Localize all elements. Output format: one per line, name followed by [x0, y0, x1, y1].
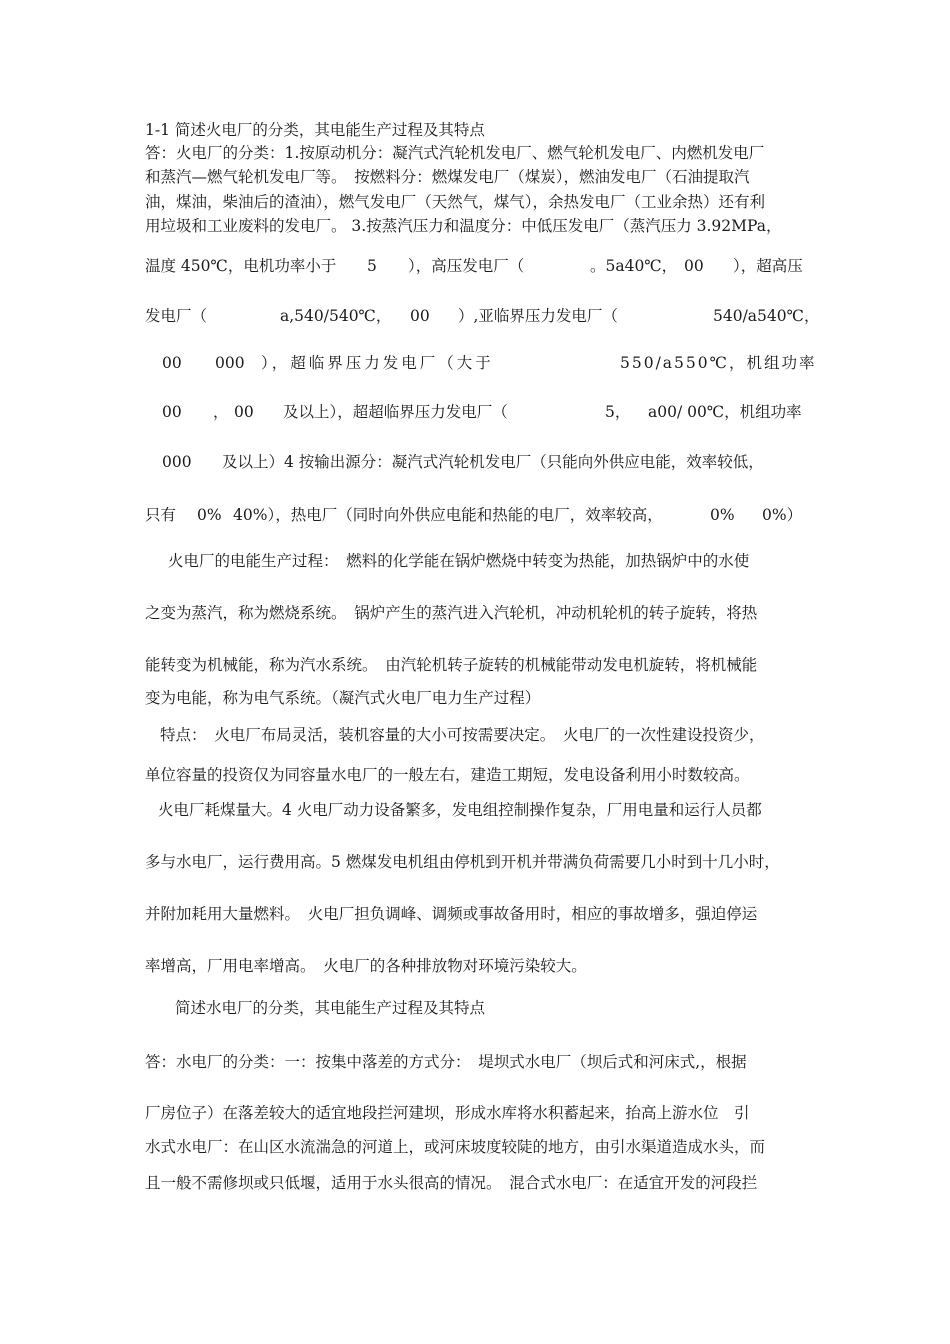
section-heading-thermal: 1-1 简述火电厂的分类，其电能生产过程及其特点: [145, 121, 485, 139]
text-fragment: 0%: [197, 506, 222, 524]
text-fragment: 温度 450℃，电机功率小于: [145, 257, 337, 275]
text-fragment: 0%）: [762, 506, 803, 524]
section-heading-hydro: 简述水电厂的分类，其电能生产过程及其特点: [175, 999, 486, 1017]
text-fragment: 00: [234, 403, 254, 421]
text-fragment: 00: [162, 403, 182, 421]
text-fragment: a00/ 00℃，机组功率: [648, 403, 802, 421]
text-line: 能转变为机械能，称为汽水系统。 由汽轮机转子旋转的机械能带动发电机旋转，将机械能: [145, 656, 758, 674]
text-fragment: 550/a550℃，机组功率: [620, 354, 817, 372]
text-line: 单位容量的投资仅为同容量水电厂的一般左右，建造工期短，发电设备利用小时数较高。: [145, 766, 750, 784]
text-line: 之变为蒸汽，称为燃烧系统。 锅炉产生的蒸汽进入汽轮机，冲动机轮机的转子旋转，将热: [145, 604, 758, 622]
text-line: 厂房位子）在落差较大的适宜地段拦河建坝，形成水库将水积蓄起来，抬高上游水位 引: [145, 1104, 750, 1122]
text-line: 答：火电厂的分类：1.按原动机分：凝汽式汽轮机发电厂、燃气轮机发电厂、内燃机发电厂: [145, 144, 765, 162]
text-fragment: 5，: [605, 403, 631, 421]
text-fragment: 及以上）4 按输出源分：凝汽式汽轮机发电厂（只能向外供应电能，效率较低，: [222, 453, 764, 471]
text-line: 和蒸汽—燃气轮机发电厂等。 按燃料分：燃煤发电厂（煤炭），燃油发电厂（石油提取汽: [145, 168, 750, 186]
text-line: 率增高，厂用电率增高。 火电厂的各种排放物对环境污染较大。: [145, 957, 587, 975]
text-fragment: 只有: [145, 506, 177, 524]
text-fragment: 0%: [710, 506, 735, 524]
text-fragment: ），超高压: [733, 257, 803, 275]
text-line: 多与水电厂，运行费用高。5 燃煤发电机组由停机到开机并带满负荷需要几小时到十几小时，: [145, 853, 780, 871]
text-line: 水式水电厂：在山区水流湍急的河道上，或河床坡度较陡的地方，由引水渠道造成水头，而: [145, 1138, 766, 1156]
text-fragment: 。5a40℃，: [590, 257, 678, 275]
text-fragment: 00: [162, 354, 182, 372]
text-fragment: 发电厂（: [145, 307, 208, 325]
text-line: 并附加耗用大量燃料。 火电厂担负调峰、调频或事故备用时，相应的事故增多，强迫停运: [145, 905, 758, 923]
text-fragment: ），超临界压力发电厂（大于: [261, 354, 494, 372]
text-line: 油，煤油，柴油后的渣油），燃气发电厂（天然气，煤气），余热发电厂（工业余热）还有利: [145, 193, 766, 211]
text-fragment: 5: [367, 257, 377, 275]
text-line: 火电厂耗煤量大。4 火电厂动力设备繁多，发电组控制操作复杂，厂用电量和运行人员都: [158, 801, 762, 819]
text-line: 用垃圾和工业废料的发电厂。 3.按蒸汽压力和温度分：中低压发电厂（蒸汽压力 3.92MPa，: [145, 217, 782, 235]
text-line: 答：水电厂的分类：一：按集中落差的方式分： 堤坝式水电厂（坝后式和河床式,，根据: [145, 1053, 747, 1071]
text-fragment: ），高压发电厂（: [408, 257, 525, 275]
text-fragment: ）,亚临界压力发电厂（: [458, 307, 618, 325]
text-fragment: 00: [410, 307, 430, 325]
text-line: 且一般不需修坝或只低堰，适用于水头很高的情况。 混合式水电厂：在适宜开发的河段拦: [145, 1174, 758, 1192]
text-fragment: 000: [162, 453, 192, 471]
text-line: 火电厂的电能生产过程： 燃料的化学能在锅炉燃烧中转变为热能，加热锅炉中的水使: [168, 552, 750, 570]
text-fragment: ，: [213, 403, 229, 421]
text-line: 变为电能，称为电气系统。（凝汽式火电厂电力生产过程）: [145, 689, 541, 707]
text-line: 特点： 火电厂布局灵活，装机容量的大小可按需要决定。 火电厂的一次性建设投资少，: [160, 726, 765, 744]
text-fragment: 00: [684, 257, 704, 275]
text-fragment: 540/a540℃，: [713, 307, 820, 325]
text-fragment: 40%），热电厂（同时向外供应电能和热能的电厂，效率较高，: [233, 506, 663, 524]
text-fragment: 及以上），超超临界压力发电厂（: [283, 403, 508, 421]
text-fragment: a,540/540℃，: [280, 307, 392, 325]
text-fragment: 000: [215, 354, 245, 372]
